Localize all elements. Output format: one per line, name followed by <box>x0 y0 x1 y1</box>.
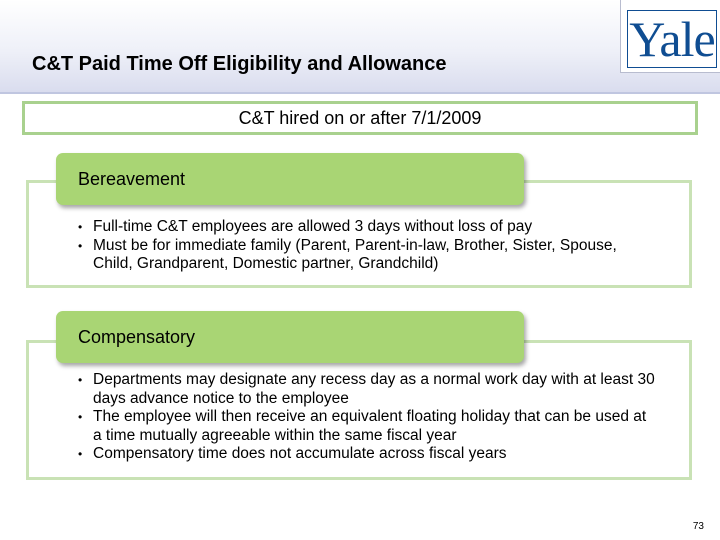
compensatory-bullets <box>76 371 656 464</box>
header-band <box>0 0 720 93</box>
page-title: C&T Paid Time Off Eligibility and Allowance <box>32 53 447 75</box>
list-item <box>76 408 656 445</box>
list-item <box>76 371 656 408</box>
bullet-icon: • <box>78 220 83 234</box>
yale-logo-text: Yale <box>629 11 715 67</box>
list-item <box>76 218 656 237</box>
bullet-icon: • <box>78 447 83 461</box>
logo-frame <box>620 0 720 73</box>
bullet-icon: • <box>78 410 83 424</box>
list-item <box>76 445 656 464</box>
hire-condition-box: C&T hired on or after 7/1/2009 <box>22 101 698 135</box>
page-number: 73 <box>692 521 704 532</box>
bullet-text: Must be for immediate family (Parent, Parent-in-law, Brother, Sister, Spouse, Child, Grandparent, Domestic partner, Grandchild) <box>93 236 617 272</box>
list-item <box>76 237 656 274</box>
bullet-text: Departments may designate any recess day as a normal work day with at least 30 days advance notice to the employee <box>93 371 655 407</box>
bullet-text: Full-time C&T employees are allowed 3 days without loss of pay <box>93 218 533 235</box>
bereavement-bullets <box>76 218 656 274</box>
bullet-text: Compensatory time does not accumulate across fiscal years <box>93 445 507 462</box>
bullet-icon: • <box>78 373 83 387</box>
bullet-text: The employee will then receive an equivalent floating holiday that can be used at a time mutually agreeable within the same fiscal year <box>93 408 647 444</box>
yale-logo <box>627 10 717 68</box>
bullet-icon: • <box>78 238 83 253</box>
title-divider <box>0 92 720 94</box>
bereavement-heading: Bereavement <box>56 153 524 205</box>
compensatory-heading: Compensatory <box>56 311 524 363</box>
